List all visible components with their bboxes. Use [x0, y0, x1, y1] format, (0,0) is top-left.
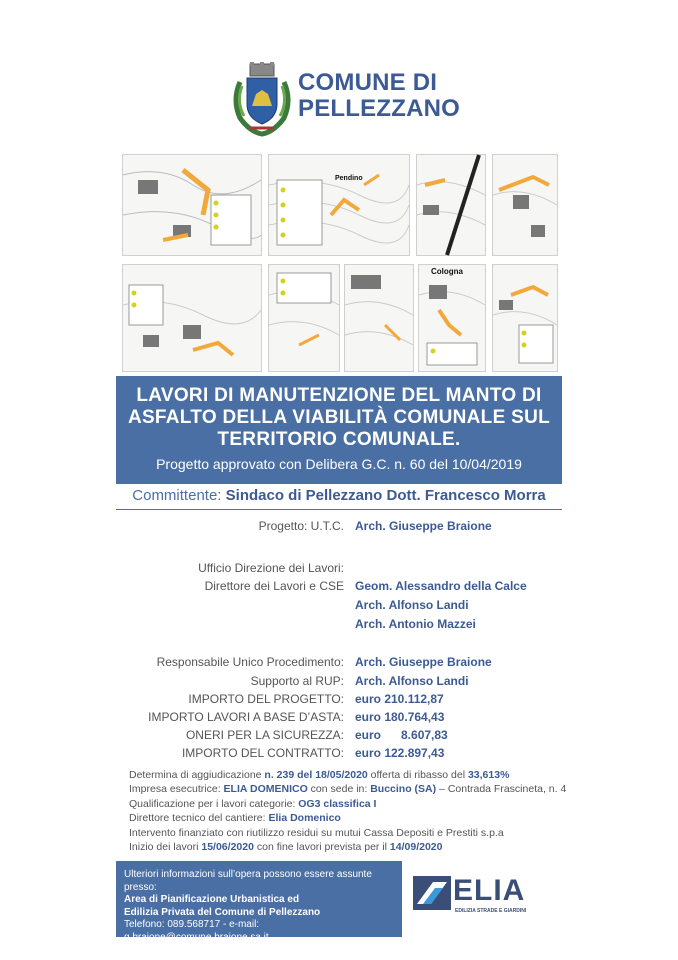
- detail-row: [0, 616, 678, 632]
- note-highlight: Buccino (SA): [370, 783, 437, 796]
- detail-row: [0, 597, 678, 613]
- map-drawing: [345, 265, 413, 371]
- detail-row: [0, 518, 678, 534]
- detail-value: Arch. Antonio Mazzei: [355, 617, 476, 631]
- map-tile: [492, 154, 558, 256]
- elia-logo-name: ELIA: [453, 874, 526, 907]
- note-qualificazione: [129, 797, 569, 811]
- detail-value: euro 180.764,43: [355, 710, 445, 724]
- project-approval: Progetto approvato con Delibera G.C. n. 60 del 10/04/2019: [156, 456, 522, 472]
- footer-intro: Ulteriori informazioni sull’opera possono essere assunte presso:: [124, 869, 372, 893]
- detail-row: [0, 673, 678, 689]
- detail-row: [0, 560, 678, 576]
- map-tile: [122, 154, 262, 256]
- note-impresa: [129, 782, 569, 796]
- note-highlight: 15/06/2020: [201, 841, 254, 854]
- detail-label: Responsabile Unico Procedimento:: [156, 655, 344, 669]
- map-drawing: [493, 155, 557, 255]
- footer-office-2: Edilizia Privata del Comune di Pellezzano: [124, 906, 321, 918]
- map-tile: [416, 154, 486, 256]
- map-tile: [431, 264, 558, 372]
- detail-value: Arch. Giuseppe Braione: [355, 655, 492, 669]
- note-highlight: ELIA DOMENICO: [223, 783, 308, 796]
- map-label-pendino: Pendino: [335, 175, 363, 182]
- title-line-3: TERRITORIO COMUNALE.: [217, 429, 461, 450]
- info-footer: [116, 861, 402, 943]
- detail-row: [0, 727, 678, 743]
- detail-row: [0, 654, 678, 670]
- detail-row: [0, 709, 678, 725]
- detail-label: IMPORTO DEL CONTRATTO:: [181, 746, 344, 760]
- note-text: Determina di aggiudicazione: [129, 769, 265, 781]
- note-highlight: Elia Domenico: [268, 812, 341, 825]
- committente: [116, 487, 562, 504]
- note-highlight: OG3 classifica I: [298, 797, 377, 810]
- elia-logo: [413, 872, 543, 918]
- town-name: [298, 70, 460, 122]
- detail-label: ONERI PER LA SICUREZZA:: [185, 728, 344, 742]
- detail-label: IMPORTO DEL PROGETTO:: [188, 692, 344, 706]
- title-line-1: LAVORI DI MANUTENZIONE DEL MANTO DI: [136, 385, 542, 406]
- detail-label: Direttore dei Lavori e CSE: [204, 579, 344, 593]
- map-tile: [122, 264, 262, 372]
- map-tile: [268, 264, 340, 372]
- elia-logo-icon: [413, 876, 451, 910]
- detail-value: euro 210.112,87: [355, 692, 444, 706]
- detail-value: Arch. Alfonso Landi: [355, 598, 469, 612]
- map-tile: [268, 154, 410, 256]
- crest-icon: [230, 60, 294, 136]
- note-date: [129, 840, 569, 854]
- note-text: Impresa esecutrice:: [129, 783, 224, 796]
- town-line-2: PELLEZZANO: [298, 95, 460, 122]
- detail-value: Arch. Giuseppe Braione: [355, 519, 492, 533]
- detail-value: euro 122.897,43: [355, 746, 445, 760]
- detail-value: Arch. Alfonso Landi: [355, 674, 469, 688]
- committente-label: Committente:: [132, 487, 222, 504]
- note-highlight: 33,613%: [467, 769, 510, 781]
- detail-row: [0, 691, 678, 707]
- elia-logo-tagline: EDILIZIA STRADE E GIARDINI: [455, 908, 527, 914]
- note-text: offerta di ribasso del: [367, 769, 468, 781]
- note-text: – Contrada Frascineta, n. 4: [436, 783, 567, 796]
- note-text: Direttore tecnico del cantiere:: [129, 812, 269, 825]
- committente-value: Sindaco di Pellezzano Dott. Francesco Morra: [225, 487, 546, 504]
- note-finanziamento: Intervento finanziato con riutilizzo residui su mutui Cassa Depositi e Prestiti s.p.a: [129, 826, 504, 839]
- map-drawing: [123, 155, 261, 255]
- footer-contacts[interactable]: Telefono: 089.568717 - e-mail: g.braione@comune.braione.sa.it: [124, 919, 269, 943]
- map-drawing: [269, 155, 409, 255]
- detail-value: Geom. Alessandro della Calce: [355, 579, 527, 593]
- map-label-cologna: Cologna: [431, 267, 463, 276]
- map-drawing: [419, 265, 485, 371]
- note-text: Inizio dei lavori: [129, 841, 202, 854]
- note-direttore-tecnico: [129, 811, 569, 825]
- detail-row: [0, 745, 678, 761]
- town-line-1: COMUNE DI: [298, 69, 438, 96]
- note-text: Qualificazione per i lavori categorie:: [129, 797, 299, 810]
- detail-row: [0, 578, 678, 594]
- note-determina: [129, 768, 569, 782]
- project-title-box: [116, 376, 562, 484]
- footer-office-1: Area di Pianificazione Urbanistica ed: [124, 894, 300, 906]
- note-highlight: n. 239 del 18/05/2020: [264, 769, 368, 781]
- divider: [116, 509, 562, 510]
- header: [230, 58, 470, 138]
- note-text: con fine lavori prevista per il: [253, 841, 390, 854]
- map-tile: [344, 264, 414, 372]
- title-line-2: ASFALTO DELLA VIABILITÀ COMUNALE SUL: [127, 407, 551, 428]
- contract-notes: [129, 768, 569, 854]
- detail-label: Progetto: U.T.C.: [258, 519, 344, 533]
- map-drawing: [123, 265, 261, 371]
- map-drawing: [493, 265, 557, 371]
- map-drawing: [269, 265, 339, 371]
- detail-label: IMPORTO LAVORI A BASE D’ASTA:: [148, 710, 344, 724]
- detail-label: Ufficio Direzione dei Lavori:: [198, 561, 344, 575]
- detail-label: Supporto al RUP:: [250, 674, 344, 688]
- note-highlight: 14/09/2020: [389, 841, 443, 854]
- map-drawing: [417, 155, 485, 255]
- detail-value: euro 8.607,83: [355, 728, 448, 742]
- note-text: con sede in:: [307, 783, 371, 796]
- map-tile: [418, 264, 486, 372]
- maps-grid: [122, 154, 556, 370]
